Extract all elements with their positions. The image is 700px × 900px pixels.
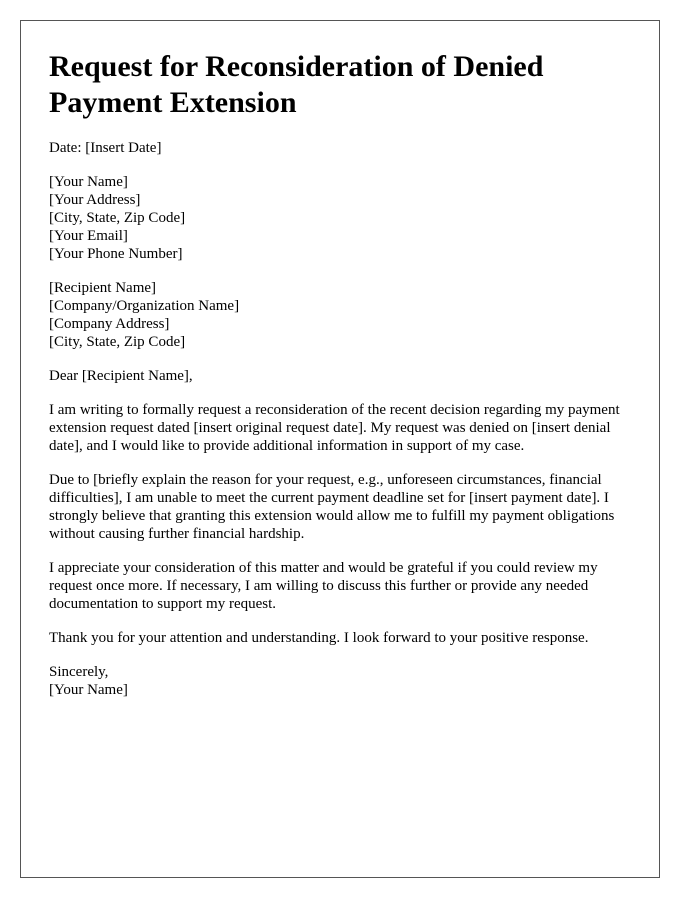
date-line: Date: [Insert Date] (49, 140, 162, 156)
recipient-address-block (49, 279, 631, 351)
sender-address: [Your Address] (49, 192, 141, 208)
signature-name: [Your Name] (49, 682, 128, 698)
body-paragraph-3: I appreciate your consideration of this matter and would be grateful if you could review my request once more. If necessary, I am willing to discuss this further or provide any needed documentation to support my request. (49, 560, 598, 612)
salutation-block (49, 367, 631, 385)
recipient-company: [Company/Organization Name] (49, 298, 240, 314)
letter-page (20, 20, 660, 878)
recipient-name: [Recipient Name] (49, 280, 157, 296)
sender-address-block (49, 173, 631, 263)
body-paragraph-4: Thank you for your attention and understanding. I look forward to your positive response. (49, 630, 589, 646)
date-block (49, 139, 631, 157)
body-paragraph-2: Due to [briefly explain the reason for your request, e.g., unforeseen circumstances, financial difficulties], I am unable to meet the current payment deadline set for [insert payment date]. I strongly believe that granting this extension would allow me to fulfill my payment obligations without causing further financial hardship. (49, 472, 615, 542)
salutation: Dear [Recipient Name], (49, 368, 193, 384)
recipient-address: [Company Address] (49, 316, 170, 332)
closing: Sincerely, (49, 664, 109, 680)
letter-content (21, 21, 659, 699)
letter-title: Request for Reconsideration of Denied Payment Extension (49, 50, 544, 119)
sender-name: [Your Name] (49, 174, 128, 190)
body-paragraph-1: I am writing to formally request a reconsideration of the recent decision regarding my payment extension request dated [insert original request date]. My request was denied on [insert denial date], and I would like to provide additional information in support of my case. (49, 402, 620, 454)
sender-phone: [Your Phone Number] (49, 246, 183, 262)
sender-city-state-zip: [City, State, Zip Code] (49, 210, 186, 226)
sender-email: [Your Email] (49, 228, 128, 244)
signature-block (49, 663, 631, 699)
recipient-city-state-zip: [City, State, Zip Code] (49, 334, 186, 350)
